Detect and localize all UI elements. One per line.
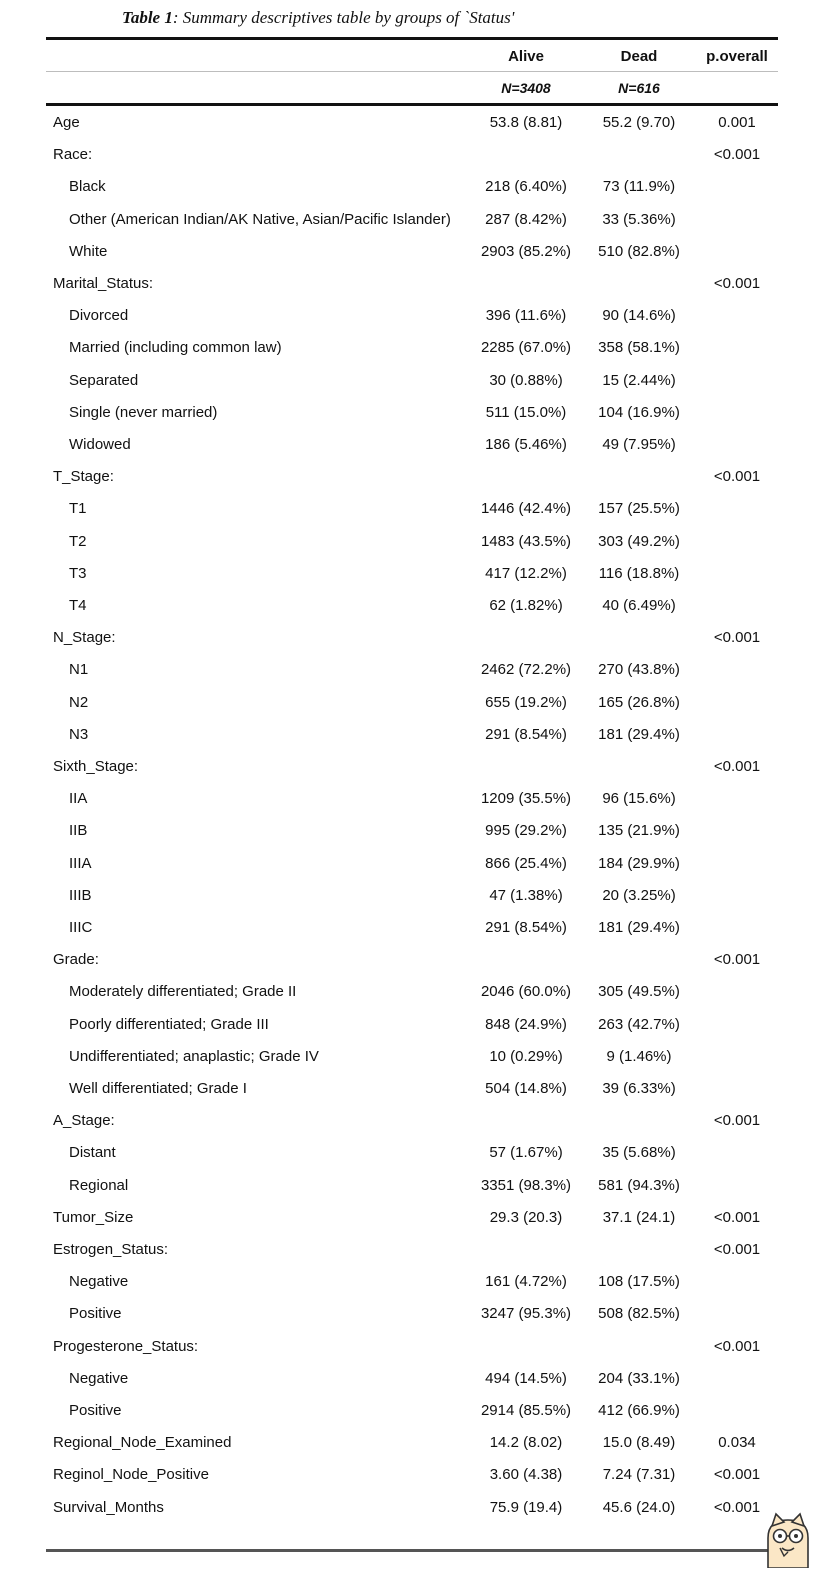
- row-label: Age: [53, 114, 80, 131]
- table-row: [46, 977, 778, 1007]
- cell-dead: 15.0 (8.49): [602, 1434, 676, 1452]
- cell-dead: 135 (21.9%): [598, 822, 680, 840]
- cell-p-overall: <0.001: [713, 468, 761, 486]
- header-dead: Dead: [620, 48, 658, 65]
- cell-dead: 73 (11.9%): [602, 178, 676, 196]
- table-row: [46, 1203, 778, 1233]
- cell-alive: 1483 (43.5%): [480, 532, 572, 550]
- cell-p-overall: <0.001: [713, 1466, 761, 1484]
- header-bottom-rule: [46, 103, 778, 106]
- cell-alive: 1209 (35.5%): [480, 790, 572, 808]
- cell-dead: 165 (26.8%): [598, 693, 680, 711]
- cell-p-overall: <0.001: [713, 1208, 761, 1226]
- cell-alive: 218 (6.40%): [485, 178, 567, 196]
- cell-dead: 508 (82.5%): [598, 1305, 680, 1323]
- cell-alive: 161 (4.72%): [485, 1273, 567, 1291]
- cell-dead: 39 (6.33%): [602, 1080, 676, 1097]
- table-row: [46, 1106, 778, 1136]
- cell-p-overall: 0.034: [718, 1434, 756, 1452]
- row-label: White: [69, 242, 108, 260]
- table-row: [46, 462, 778, 492]
- row-label: Divorced: [69, 307, 129, 325]
- table-row: [46, 591, 778, 621]
- row-label: Regional_Node_Examined: [53, 1434, 232, 1452]
- table-row: [46, 849, 778, 879]
- row-label: Negative: [69, 1369, 129, 1387]
- cell-alive: 396 (11.6%): [485, 307, 567, 325]
- cell-p-overall: 0.001: [718, 114, 756, 131]
- row-label: Tumor_Size: [53, 1208, 134, 1226]
- table-row: [46, 1396, 778, 1426]
- table-row: [46, 140, 778, 170]
- cell-alive: 3.60 (4.38): [489, 1466, 563, 1484]
- row-label: N2: [69, 693, 89, 711]
- table-row: [46, 366, 778, 396]
- cell-p-overall: <0.001: [713, 146, 761, 164]
- cell-dead: 184 (29.9%): [598, 854, 680, 872]
- cell-dead: 412 (66.9%): [598, 1402, 680, 1419]
- table-row: [46, 1332, 778, 1362]
- cell-dead: 581 (94.3%): [598, 1176, 680, 1194]
- cell-alive: 14.2 (8.02): [489, 1434, 563, 1452]
- row-label: Single (never married): [69, 403, 218, 421]
- cell-alive: 62 (1.82%): [489, 597, 563, 614]
- cell-dead: 263 (42.7%): [598, 1015, 680, 1033]
- table-bottom-rule: [46, 1549, 768, 1552]
- row-label: Poorly differentiated; Grade III: [69, 1015, 269, 1033]
- table-row: [46, 881, 778, 911]
- table-row: [46, 655, 778, 685]
- table-row: [46, 945, 778, 975]
- table-top-rule: [46, 37, 778, 40]
- cell-alive: 494 (14.5%): [485, 1369, 567, 1387]
- table-row: [46, 333, 778, 363]
- cell-p-overall: <0.001: [713, 275, 761, 292]
- cell-dead: 90 (14.6%): [602, 307, 676, 325]
- row-label: Regional: [69, 1176, 129, 1194]
- cell-alive: 1446 (42.4%): [480, 500, 572, 518]
- row-label: IIA: [69, 790, 88, 808]
- cell-dead: 40 (6.49%): [602, 597, 676, 614]
- cell-alive: 511 (15.0%): [485, 403, 567, 421]
- cell-alive: 866 (25.4%): [485, 854, 567, 872]
- cell-alive: 30 (0.88%): [489, 371, 563, 389]
- row-label: A_Stage:: [53, 1112, 115, 1130]
- table-row: [46, 1042, 778, 1072]
- row-label: Black: [69, 178, 106, 196]
- cell-alive: 504 (14.8%): [485, 1080, 567, 1097]
- table-row: [46, 1267, 778, 1297]
- row-label: T1: [69, 500, 87, 518]
- table-row: [46, 623, 778, 653]
- cell-dead: 116 (18.8%): [598, 564, 680, 582]
- table-row: [46, 1364, 778, 1394]
- row-label: IIIC: [69, 919, 93, 936]
- header-alive: Alive: [508, 48, 544, 65]
- row-label: Married (including common law): [69, 339, 282, 357]
- cell-alive: 2285 (67.0%): [480, 339, 572, 357]
- table-row: [46, 1460, 778, 1490]
- table-row: [46, 1138, 778, 1168]
- header-n-dead: N=616: [618, 80, 660, 96]
- table-row: [46, 688, 778, 718]
- cell-dead: 510 (82.8%): [598, 242, 680, 260]
- cell-dead: 20 (3.25%): [602, 886, 676, 904]
- table-caption-text: : Summary descriptives table by groups of `Status': [172, 8, 515, 27]
- cell-alive: 53.8 (8.81): [489, 114, 563, 131]
- cell-alive: 2462 (72.2%): [480, 661, 572, 679]
- table-row: [46, 1074, 778, 1104]
- cell-dead: 305 (49.5%): [598, 983, 680, 1001]
- table-row: [46, 527, 778, 557]
- table-row: [46, 1299, 778, 1329]
- cell-alive: 3247 (95.3%): [480, 1305, 572, 1323]
- row-label: T2: [69, 532, 87, 550]
- row-label: Distant: [69, 1144, 116, 1162]
- row-label: Progesterone_Status:: [53, 1337, 199, 1355]
- cell-dead: 181 (29.4%): [598, 919, 680, 936]
- row-label: T_Stage:: [53, 468, 114, 486]
- table-row: [46, 108, 778, 138]
- cell-alive: 186 (5.46%): [485, 436, 567, 453]
- table-row: [46, 784, 778, 814]
- table-row: [46, 237, 778, 267]
- cell-dead: 15 (2.44%): [602, 371, 676, 389]
- header-n-alive: N=3408: [501, 80, 551, 96]
- table-row: [46, 559, 778, 589]
- row-label: N_Stage:: [53, 629, 116, 647]
- cell-dead: 37.1 (24.1): [602, 1208, 676, 1226]
- row-label: Survival_Months: [53, 1498, 164, 1516]
- table-caption-label: Table 1: [122, 8, 173, 27]
- table-row: [46, 720, 778, 750]
- header-p-overall: p.overall: [706, 48, 768, 65]
- cell-p-overall: <0.001: [713, 1112, 761, 1130]
- cell-dead: 108 (17.5%): [598, 1273, 680, 1291]
- table-row: [46, 398, 778, 428]
- cell-alive: 3351 (98.3%): [480, 1176, 572, 1194]
- row-label: IIIA: [69, 854, 92, 872]
- table-row: [46, 494, 778, 524]
- cell-dead: 303 (49.2%): [598, 532, 680, 550]
- cell-dead: 49 (7.95%): [602, 436, 676, 453]
- table-row: [46, 1428, 778, 1458]
- cell-dead: 157 (25.5%): [598, 500, 680, 518]
- row-label: Well differentiated; Grade I: [69, 1080, 247, 1097]
- row-label: Undifferentiated; anaplastic; Grade IV: [69, 1047, 319, 1065]
- cell-alive: 10 (0.29%): [489, 1047, 563, 1065]
- cell-p-overall: <0.001: [713, 951, 761, 969]
- table-row: [46, 430, 778, 460]
- row-label: T4: [69, 597, 87, 614]
- table-row: [46, 1493, 778, 1523]
- cell-p-overall: <0.001: [713, 1498, 761, 1516]
- table-row: [46, 1171, 778, 1201]
- table-row: [46, 172, 778, 202]
- cell-dead: 33 (5.36%): [602, 210, 676, 228]
- table-row: [46, 269, 778, 299]
- cell-p-overall: <0.001: [713, 758, 761, 775]
- cell-alive: 2903 (85.2%): [480, 242, 572, 260]
- cell-alive: 29.3 (20.3): [489, 1208, 563, 1226]
- cell-alive: 2046 (60.0%): [480, 983, 572, 1001]
- cell-alive: 287 (8.42%): [485, 210, 567, 228]
- cell-dead: 204 (33.1%): [598, 1369, 680, 1387]
- row-label: Sixth_Stage:: [53, 758, 139, 775]
- cell-alive: 57 (1.67%): [489, 1144, 563, 1162]
- row-label: Positive: [69, 1402, 122, 1419]
- row-label: Reginol_Node_Positive: [53, 1466, 209, 1484]
- row-label: N3: [69, 725, 89, 743]
- cell-alive: 848 (24.9%): [485, 1015, 567, 1033]
- cell-alive: 75.9 (19.4): [489, 1498, 563, 1516]
- cell-alive: 995 (29.2%): [485, 822, 567, 840]
- cell-alive: 417 (12.2%): [485, 564, 567, 582]
- row-label: Estrogen_Status:: [53, 1241, 169, 1258]
- cell-dead: 7.24 (7.31): [602, 1466, 676, 1484]
- table-row: [46, 205, 778, 235]
- row-label: IIIB: [69, 886, 92, 904]
- cell-dead: 45.6 (24.0): [602, 1498, 676, 1516]
- cartoon-cat-mascot-icon: [760, 1512, 816, 1568]
- row-label: IIB: [69, 822, 88, 840]
- cell-p-overall: <0.001: [713, 1241, 761, 1258]
- row-label: T3: [69, 564, 87, 582]
- cell-p-overall: <0.001: [713, 629, 761, 647]
- cell-alive: 291 (8.54%): [485, 725, 567, 743]
- row-label: Marital_Status:: [53, 275, 154, 292]
- cell-alive: 2914 (85.5%): [480, 1402, 572, 1419]
- cell-dead: 104 (16.9%): [598, 403, 680, 421]
- cell-dead: 96 (15.6%): [602, 790, 676, 808]
- cell-alive: 291 (8.54%): [485, 919, 567, 936]
- table-row: [46, 301, 778, 331]
- cell-dead: 35 (5.68%): [602, 1144, 676, 1162]
- table-row: [46, 1235, 778, 1265]
- row-label: Grade:: [53, 951, 99, 969]
- cell-dead: 181 (29.4%): [598, 725, 680, 743]
- table-row: [46, 752, 778, 782]
- table-caption: [122, 8, 514, 28]
- cell-dead: 358 (58.1%): [598, 339, 680, 357]
- table-row: [46, 816, 778, 846]
- row-label: Other (American Indian/AK Native, Asian/Pacific Islander): [69, 210, 451, 228]
- row-label: Race:: [53, 146, 93, 164]
- row-label: N1: [69, 661, 89, 679]
- row-label: Widowed: [69, 436, 131, 453]
- row-label: Separated: [69, 371, 139, 389]
- table-row: [46, 1010, 778, 1040]
- header-divider: [46, 71, 778, 72]
- cell-dead: 270 (43.8%): [598, 661, 680, 679]
- cell-p-overall: <0.001: [713, 1337, 761, 1355]
- cell-dead: 55.2 (9.70): [602, 114, 676, 131]
- row-label: Moderately differentiated; Grade II: [69, 983, 297, 1001]
- cell-alive: 47 (1.38%): [489, 886, 563, 904]
- cell-dead: 9 (1.46%): [606, 1047, 672, 1065]
- row-label: Positive: [69, 1305, 122, 1323]
- table-row: [46, 913, 778, 943]
- row-label: Negative: [69, 1273, 129, 1291]
- cell-alive: 655 (19.2%): [485, 693, 567, 711]
